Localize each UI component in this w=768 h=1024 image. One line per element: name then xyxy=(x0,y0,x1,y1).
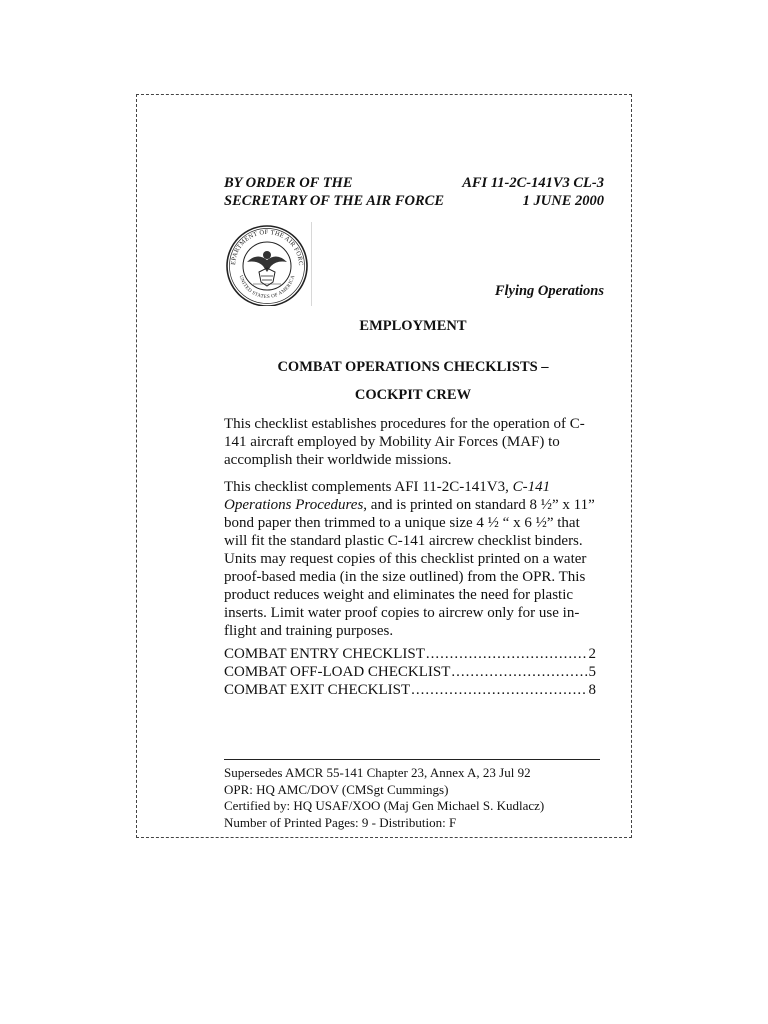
toc-label: COMBAT OFF-LOAD CHECKLIST xyxy=(224,664,451,680)
seal-icon xyxy=(223,222,311,306)
toc-entry-combat-entry[interactable] xyxy=(224,645,596,663)
air-force-seal xyxy=(223,222,313,306)
toc-page: 5 xyxy=(588,664,596,680)
complements-paragraph xyxy=(224,478,604,640)
toc-entry-combat-off-load[interactable] xyxy=(224,663,596,681)
footer-printed-pages: Number of Printed Pages: 9 - Distribution: F xyxy=(224,814,457,830)
footer-supersedes: Supersedes AMCR 55-141 Chapter 23, Annex A, 23 Jul 92 xyxy=(224,765,531,780)
title-combat-operations: COMBAT OPERATIONS CHECKLISTS – xyxy=(277,359,549,375)
header-date: 1 JUNE 2000 xyxy=(522,193,604,209)
footer-certified-by: Certified by: HQ USAF/XOO (Maj Gen Michael S. Kudlacz) xyxy=(224,798,545,813)
toc-page: 2 xyxy=(588,646,596,662)
title-cockpit-crew: COCKPIT CREW xyxy=(354,387,472,403)
table-of-contents xyxy=(224,645,596,699)
footer-opr: OPR: HQ AMC/DOV (CMSgt Cummings) xyxy=(224,781,449,797)
intro-paragraph: This checklist establishes procedures for the operation of C-141 aircraft employed by Mobility Air Forces (MAF) to accomplish their worldwide missions. xyxy=(224,416,585,468)
seal-text-top: EPARTMENT OF THE AIR FORC xyxy=(229,228,305,266)
complements-text-2: , and is printed on standard 8 ½” x 11” bond paper then trimmed to a unique size 4 ½ “ x 6 ½” that will fit the standard plastic C-141 aircrew checklist binders. Units may request copies of this checklist printed on a water proof-based media (in the size outlined) from the OPR. This product reduces weight and eliminates the need for plastic inserts. Limit water proof copies to aircrew only for use in-flight and training purposes. xyxy=(224,497,595,639)
toc-leader xyxy=(411,681,587,699)
header-publication-id: AFI 11-2C-141V3 CL-3 xyxy=(462,175,604,191)
footer-divider xyxy=(224,759,600,760)
referenced-publication-title: C-141 Operations Procedures xyxy=(224,479,551,513)
footer-block xyxy=(224,765,544,831)
toc-leader xyxy=(426,645,588,663)
title-employment: EMPLOYMENT xyxy=(359,318,467,334)
toc-page: 8 xyxy=(588,682,596,698)
header-by-order: BY ORDER OF THE xyxy=(224,175,353,191)
seal-text-bottom: UNITED STATES OF AMERICA xyxy=(237,274,297,301)
toc-entry-combat-exit[interactable] xyxy=(224,681,596,699)
toc-label: COMBAT EXIT CHECKLIST xyxy=(224,682,411,698)
complements-text-1: This checklist complements AFI 11-2C-141V3, xyxy=(224,479,513,495)
toc-label: COMBAT ENTRY CHECKLIST xyxy=(224,646,425,662)
header-secretary: SECRETARY OF THE AIR FORCE xyxy=(224,193,444,209)
toc-leader xyxy=(451,663,587,681)
category-label: Flying Operations xyxy=(494,283,604,299)
